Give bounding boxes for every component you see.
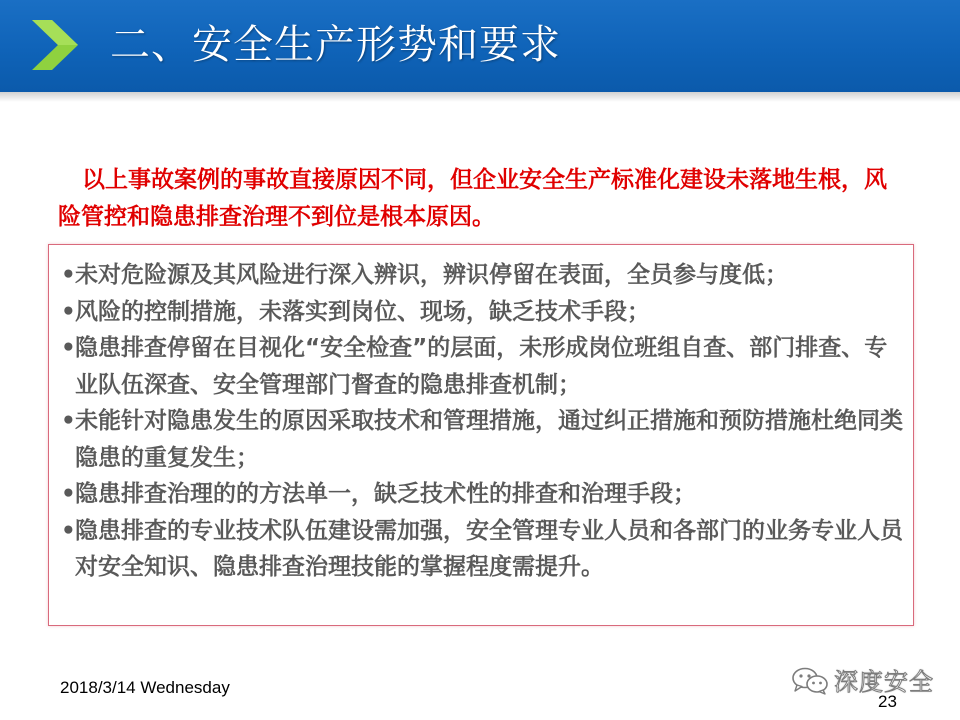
title-bar-shadow [0,92,960,102]
chevron-right-icon [30,18,80,72]
bullet-list [49,245,913,586]
list-item [61,257,903,294]
title-bar [0,0,960,92]
footer-date: 2018/3/14 Wednesday [60,678,230,697]
list-item [61,403,903,476]
list-item [61,294,903,331]
list-item-text: 隐患排查治理的的方法单一，缺乏技术性的排查和治理手段； [75,481,696,507]
bullet-icon: • [61,481,76,507]
bullet-icon: • [61,298,76,325]
bullet-icon: • [61,408,76,434]
bullet-icon: • [61,262,76,288]
list-item [61,476,903,513]
list-item-text: 隐患排查的专业技术队伍建设需加强，安全管理专业人员和各部门的业务专业人员对安全知识、隐患排查治理技能的掌握程度需提升。 [75,517,903,580]
bullet-icon: • [61,335,76,361]
watermark-text: 深度安全 [834,668,934,696]
wechat-icon [790,665,830,695]
watermark [790,662,934,697]
slide-title: 二、安全生产形势和要求 [110,22,561,68]
content-box [48,244,914,626]
list-item [61,513,903,586]
page-number: 23 [878,692,897,711]
list-item [61,330,903,403]
list-item-text: 风险的控制措施，未落实到岗位、现场，缺乏技术手段； [75,298,650,325]
intro-statement: 以上事故案例的事故直接原因不同，但企业安全生产标准化建设未落地生根，风险管控和隐患排查治理不到位是根本原因。 [58,167,887,230]
list-item-text: 隐患排查停留在目视化“安全检查”的层面，未形成岗位班组自查、部门排查、专业队伍深查、安全管理部门督查的隐患排查机制； [75,335,888,398]
list-item-text: 未对危险源及其风险进行深入辨识，辨识停留在表面，全员参与度低； [75,262,788,288]
list-item-text: 未能针对隐患发生的原因采取技术和管理措施，通过纠正措施和预防措施杜绝同类隐患的重复发生； [75,408,903,471]
bullet-icon: • [61,517,76,544]
